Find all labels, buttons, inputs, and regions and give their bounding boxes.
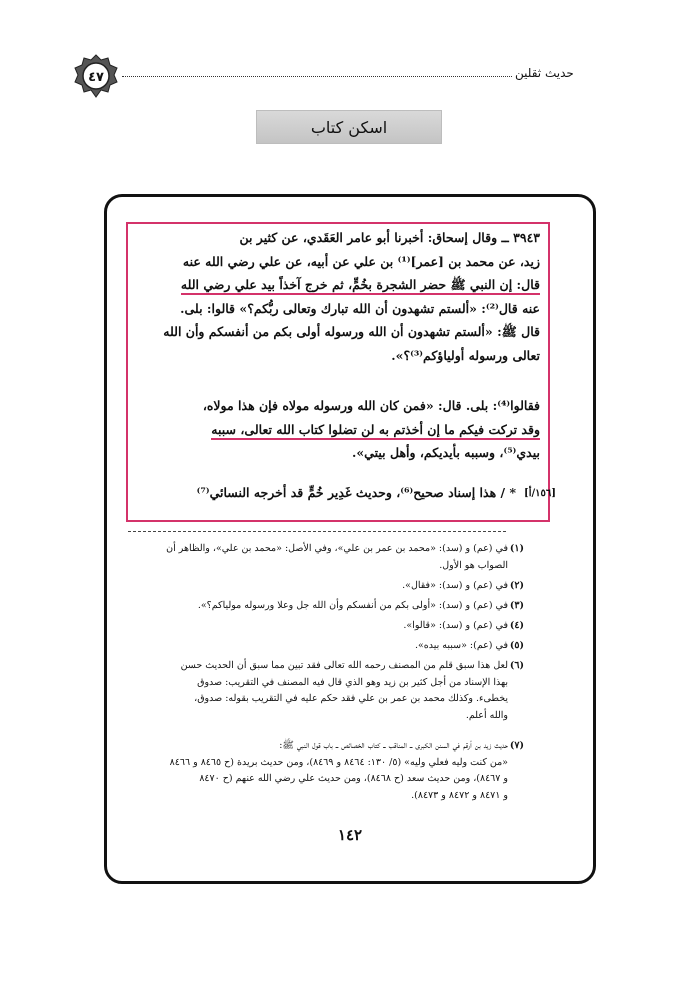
footnote-number: (٦) [509,660,524,671]
footnote-7 [128,738,524,804]
hadith-paragraph-2 [136,394,540,465]
footnote-line: في (عم) و (سد): «أولى بكم من أنفسكم وأن الله جل وعلا ورسوله مولياكم؟». [197,600,508,611]
footnote-line: حديث زيد بن أرقم في السنن الكبرى ــ المناقب ــ كتاب الخصائص ــ باب قول النبي ﷺ: [279,740,508,751]
footnote-number: (٣) [509,600,524,611]
margin-reference: [١٥٦/أ] [524,488,557,499]
book-page-number: ١٤٢ [337,826,363,844]
footnote-line: في (عم): «سببه بيده». [414,640,508,651]
text-line: ٣٩٤٣ ــ وقال إسحاق: أخبرنا أبو عامر العَقَدي، عن كثير بن [239,230,540,245]
footnote-1 [128,541,524,574]
footnote-line: في (عم) و (سد): «قالوا». [403,620,508,631]
header-title: حدیث ثقلین [515,66,574,80]
footnote-line: لعل هذا سبق قلم من المصنف رحمه الله تعالى فقد تبين مما سبق أن الحديث حسن [180,660,508,671]
hadith-paragraph-1 [136,226,540,367]
text-line: زيد، عن محمد بن [عمر]⁽¹⁾ بن علي عن أبيه، عن علي رضي الله عنه [182,253,540,269]
footnote-line: الصواب هو الأول. [439,559,508,571]
page-number-badge [74,54,118,98]
footnote-line: بهذا الإسناد من أجل كثير بن زيد وهو الذي قال فيه المصنف في التقريب: صدوق [197,676,508,688]
underlined-line: قال: إن النبي ﷺ حضر الشجرة بخُمٍّ، ثم خرج آخذاً بيد علي رضي الله [181,277,540,295]
text-line: قال ﷺ: «ألستم تشهدون أن الله ورسوله أولى بكم من أنفسكم وأن الله [163,324,540,339]
footnote-number: (١) [509,543,524,554]
scan-book-button[interactable]: اسکن کتاب [256,110,442,144]
text-line: عنه قال⁽²⁾: «ألستم تشهدون أن الله تبارك وتعالى ربُّكم؟» قالوا: بلى. [180,300,540,316]
text-line: * / هذا إسناد صحيح⁽⁶⁾، وحديث غَدِير خُمٍّ قد أخرجه النسائي⁽⁷⁾ [196,485,516,500]
footnote-line: في (عم) و (سد): «فقال». [402,580,508,591]
footnote-line: يخطىء. وكذلك محمد بن عمر بن علي فقد حكم عليه في التقريب بقوله: صدوق، [194,693,508,704]
footnote-number: (٥) [509,640,524,651]
badge-number: ٤٧ [88,70,104,85]
footnote-3 [128,598,524,615]
footnote-number: (٧) [509,740,524,751]
footnote-line: و ٨٤٧١ و ٨٤٧٢ و ٨٤٧٣). [411,789,508,801]
footnote-line: «من كنت وليه فعلي وليه» (٥/ ١٣٠: ٨٤٦٤ و ٨٤٦٩)، ومن حديث بريدة (ح ٨٤٦٥ و ٨٤٦٦ [169,756,508,768]
footnote-number: (٢) [509,580,524,591]
isnad-line [136,481,516,505]
footnote-separator [128,531,506,532]
text-line: فقالوا⁽⁴⁾: بلى. قال: «فمن كان الله ورسوله مولاه فإن هذا مولاه، [202,398,540,413]
footnote-4 [128,618,524,635]
header-divider [122,76,512,77]
footnote-line: و ٨٤٦٧)، ومن حديث سعد (ح ٨٤٦٨)، ومن حديث علي رضي الله عنهم (ح ٨٤٧٠ [199,773,508,784]
page-header [0,52,700,98]
underlined-line: وقد تركت فيكم ما إن أخذتم به لن تضلوا كتاب الله تعالى، سببه [211,422,540,440]
footnote-5 [128,638,524,655]
footnote-number: (٤) [509,620,524,631]
text-line: بيدي⁽⁵⁾، وسببه بأيديكم، وأهل بيتي». [352,445,540,460]
text-line: تعالى ورسوله أولياؤكم⁽³⁾؟». [391,347,540,363]
footnote-6 [128,658,524,724]
footnote-line: والله أعلم. [465,709,508,721]
footnote-2 [128,578,524,595]
footnote-line: في (عم) و (سد): «محمد بن عمر بن علي»، وفي الأصل: «محمد بن علي»، والظاهر أن [166,543,508,554]
